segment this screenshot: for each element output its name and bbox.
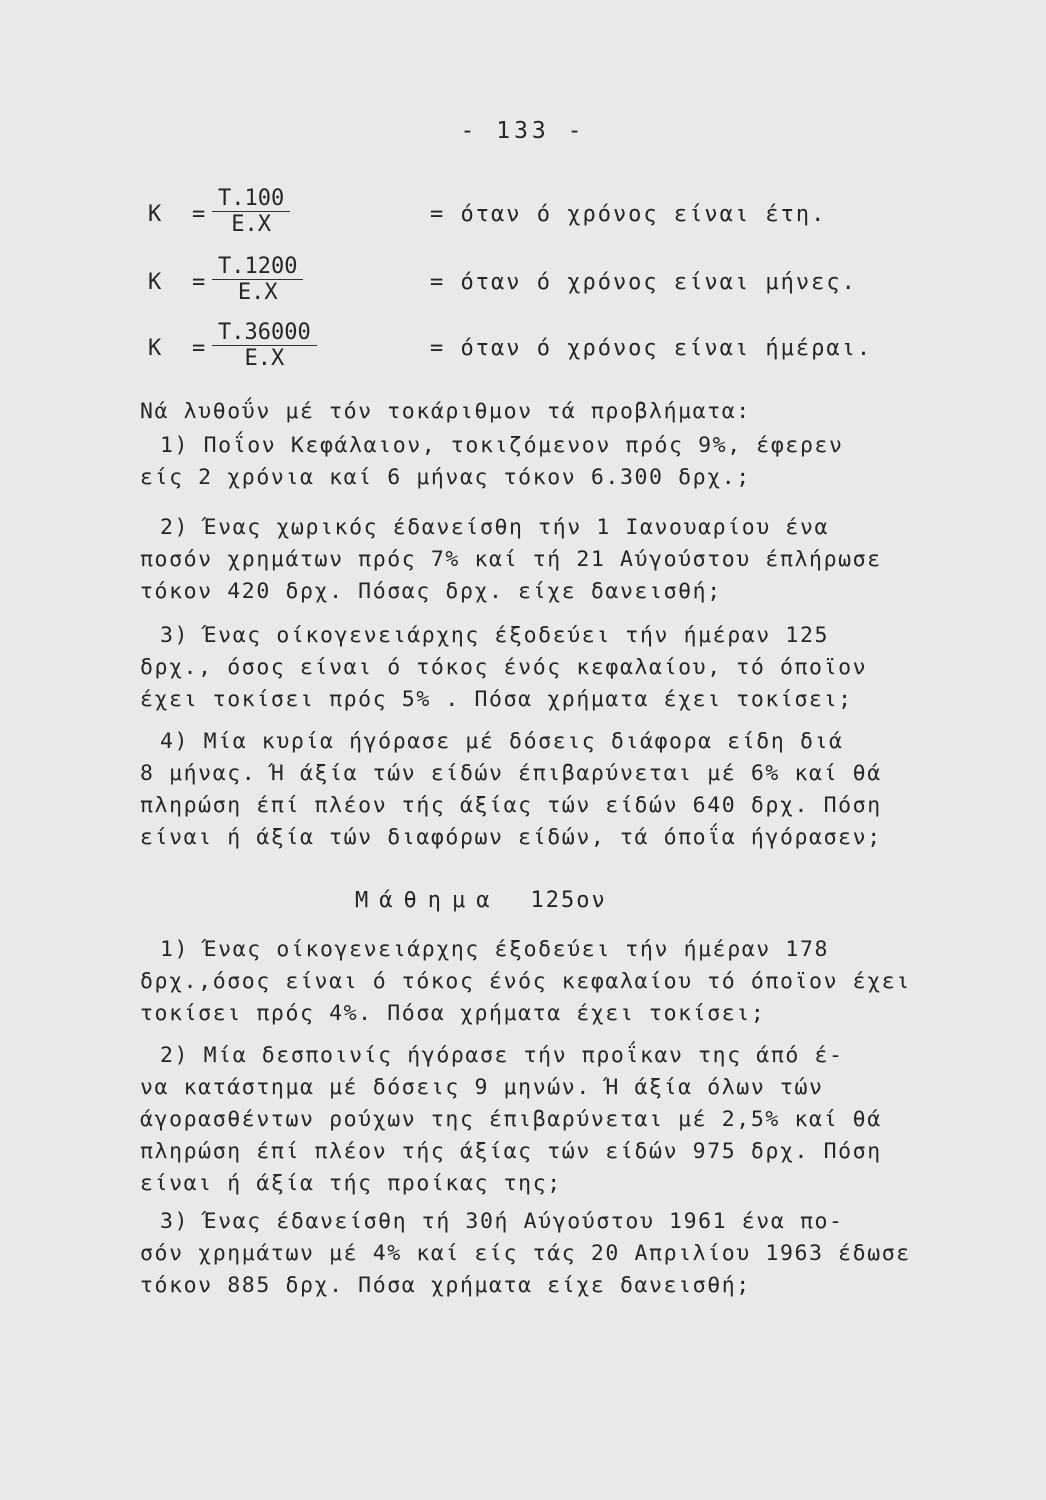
formula-condition: = όταν ό χρόνος είναι μήνες. bbox=[430, 270, 857, 295]
problem-rest: ποσόν χρημάτων πρός 7% καί τή 21 Αύγούστου έπλήρωσε τόκον 420 δρχ. Πόσας δρχ. είχε δανεισθή; bbox=[140, 547, 882, 604]
formula-numerator: T.1200 bbox=[218, 254, 298, 279]
problem-rest: είς 2 χρόνια καί 6 μήνας τόκον 6.300 δρχ.; bbox=[140, 465, 751, 490]
formula-days bbox=[148, 320, 908, 370]
problem-rest: δρχ.,όσος είναι ό τόκος ένός κεφαλαίου τό όποϊον έχει τοκίσει πρός 4%. Πόσα χρήματα έχει τοκίσει; bbox=[140, 969, 911, 1026]
formula-equals: = bbox=[192, 202, 206, 227]
problem-rest: σόν χρημάτων μέ 4% καί είς τάς 20 Απριλίου 1963 έδωσε τόκον 885 δρχ. Πόσα χρήματα είχε δανεισθή; bbox=[140, 1241, 911, 1298]
formula-fraction bbox=[212, 320, 317, 371]
problem-first-line: 3) Ένας έδανείσθη τή 30ή Αύγούστου 1961 ένα πο- bbox=[160, 1209, 844, 1234]
problem-b-2 bbox=[140, 1040, 930, 1200]
problem-first-line: 1) Ένας οίκογενειάρχης έξοδεύει τήν ήμέραν 178 bbox=[160, 937, 830, 962]
formula-fraction bbox=[212, 186, 290, 237]
formula-numerator: T.100 bbox=[218, 186, 285, 211]
formula-numerator: T.36000 bbox=[218, 320, 311, 345]
problem-rest: 8 μήνας. Ή άξία τών είδών έπιβαρύνεται μέ 6% καί θά πληρώση έπί πλέον τής άξίας τών είδών 640 δρχ. Πόση είναι ή άξία τών διαφόρων είδών, τά όποΐα ήγόρασεν; bbox=[140, 761, 882, 850]
formula-condition: = όταν ό χρόνος είναι έτη. bbox=[430, 202, 827, 227]
problem-rest: δρχ., όσος είναι ό τόκος ένός κεφαλαίου, τό όποϊον έχει τοκίσει πρός 5% . Πόσα χρήματα έχει τοκίσει; bbox=[140, 655, 868, 712]
page-number: - 133 - bbox=[460, 118, 586, 144]
problem-first-line: 2) Μία δεσποινίς ήγόρασε τήν προΐκαν της άπό έ- bbox=[160, 1043, 844, 1068]
formula-equals: = bbox=[192, 270, 206, 295]
formula-equals: = bbox=[192, 336, 206, 361]
formula-condition: = όταν ό χρόνος είναι ήμέραι. bbox=[430, 336, 873, 361]
lesson-heading bbox=[355, 888, 607, 913]
problem-b-1 bbox=[140, 934, 930, 1030]
problem-a-4 bbox=[140, 726, 930, 854]
problem-a-3 bbox=[140, 620, 930, 716]
formula-years bbox=[148, 186, 908, 236]
problem-a-1 bbox=[140, 430, 930, 494]
formula-denominator: E.X bbox=[231, 212, 271, 237]
lesson-number: 125ον bbox=[530, 888, 607, 913]
problem-first-line: 2) Ένας χωρικός έδανείσθη τήν 1 Ιανουαρίου ένα bbox=[160, 515, 830, 540]
formula-lhs: K bbox=[148, 270, 162, 295]
formula-denominator: E.X bbox=[244, 346, 285, 371]
problem-rest: να κατάστημα μέ δόσεις 9 μηνών. Ή άξία όλων τών άγορασθέντων ρούχων της έπιβαρύνεται μέ 2,5% καί θά πληρώση έπί πλέον τής άξίας τών είδών 975 δρχ. Πόση είναι ή άξία τής προίκας της; bbox=[140, 1075, 882, 1196]
problem-first-line: 4) Μία κυρία ήγόρασε μέ δόσεις διάφορα είδη διά bbox=[160, 729, 844, 754]
instruction: Νά λυθοΰν μέ τόν τοκάριθμον τά προβλήματα: bbox=[140, 399, 751, 424]
formula-fraction bbox=[212, 254, 303, 305]
lesson-title: Μάθημα bbox=[355, 888, 501, 913]
problem-first-line: 3) Ένας οίκογενειάρχης έξοδεύει τήν ήμέραν 125 bbox=[160, 623, 830, 648]
formula-months bbox=[148, 254, 908, 304]
problem-b-3 bbox=[140, 1206, 930, 1302]
problem-first-line: 1) Ποΐον Κεφάλαιον, τοκιζόμενον πρός 9%, έφερεν bbox=[160, 433, 844, 458]
formula-denominator: E.X bbox=[237, 280, 278, 305]
formula-lhs: K bbox=[148, 336, 162, 361]
formula-lhs: K bbox=[148, 202, 162, 227]
problem-a-2 bbox=[140, 512, 930, 608]
